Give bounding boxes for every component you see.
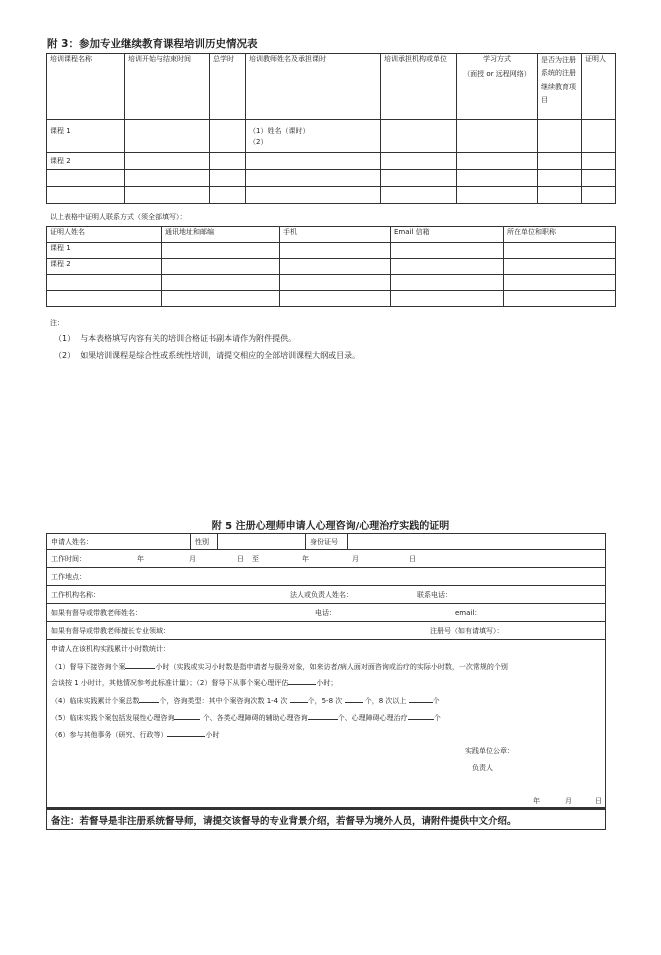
phone-label: 电话： [315,609,336,617]
table-row [47,153,616,170]
header-unit-title: 所在单位和职称 [504,227,616,243]
blank-field[interactable] [167,736,205,737]
header-teacher: 培训教师姓名及承担课时 [246,54,381,120]
stat-line-2: 会谈按 1 小时计，其他情况参考此标准计量）；（2）督导下从事个案心理评估 小时； [51,679,338,687]
work-place-label: 工作地点： [51,573,86,581]
header-certifier-name: 证明人姓名 [47,227,162,243]
stat-line-1: （1）督导下接咨询个案 小时（实践或实习小时数是指申请者与服务对象，如来访者/病人面对面咨询或治疗的实际小时数，一次常规的个别 [51,663,508,671]
remark-text: 备注：若督导是非注册系统督导师，请提交该督导的专业背景介绍，若督导为境外人员，请附件提供中文介绍。 [51,816,517,827]
table-row [47,187,616,204]
blank-field[interactable] [174,719,200,720]
blank-field[interactable] [308,719,338,720]
responsible-label: 负责人 [472,764,493,772]
org-row [46,586,606,604]
blank-field[interactable] [290,702,308,703]
supervisor-field-label: 如果有督导或带教老师擅长专业领域： [51,627,170,635]
date-month: 月 [565,797,572,805]
course-cell[interactable]: 课程 1 [47,120,125,153]
applicant-name-label: 申请人姓名： [51,538,93,546]
work-place-row [46,568,606,586]
table-header-row [47,227,616,243]
header-mobile: 手机 [280,227,391,243]
stats-title: 申请人在该机构实践累计小时数统计： [51,645,170,653]
header-time: 培训开始与结束时间 [125,54,210,120]
notes-label: 注： [50,319,64,327]
supervisor-name-label: 如果有督导或带教老师姓名： [51,609,142,617]
stat-line-4: （4）临床实践累计个案总数 个，咨询类型：其中个案咨询次数 1-4 次 个，5-8 次 个，8 次以上 个 [51,697,440,705]
header-address: 通讯地址和邮编 [162,227,280,243]
applicant-row [46,533,606,550]
note-item: （1） 与本表格填写内容有关的培训合格证书副本请作为附件提供。 [54,334,297,343]
contact-phone-label: 联系电话： [417,591,452,599]
stat-line-5: （5）临床实践个案包括发展性心理咨询 个、各类心理障碍的辅助心理咨询 个、心理障碍心理治疗 个 [51,714,441,722]
table-header-row [47,54,616,120]
blank-field[interactable] [139,702,159,703]
teacher-line: （1）姓名（课时） [249,127,310,135]
date-year: 年 [533,797,540,805]
blank-field[interactable] [345,702,363,703]
table-row [47,275,616,291]
date-day: 日 [595,797,602,805]
annex3-title: 附 3：参加专业继续教育课程培训历史情况表 [47,38,258,50]
work-time-label: 工作时间： [51,555,86,563]
header-email: Email 信箱 [391,227,504,243]
annex5-title: 附 5 注册心理师申请人心理咨询/心理治疗实践的证明 [211,521,450,532]
header-study-mode: 学习方式 （面授 or 远程网络） [457,54,538,120]
header-course-name: 培训课程名称 [47,54,125,120]
stat-line-6: （6）参与其他事务（研究、行政等） 小时 [51,731,220,739]
contact-course-cell[interactable]: 课程 1 [47,243,162,259]
reg-no-label: 注册号（如有请填写）： [430,627,504,635]
contact-note: 以上表格中证明人联系方式（须全部填写）： [50,213,187,221]
remark-row [46,808,606,830]
table-row [47,243,616,259]
work-time-row: 工作时间： 年 月 日 至 年 月 日 [46,550,606,568]
header-certifier: 证明人 [582,54,616,120]
legal-rep-label: 法人或负责人姓名： [290,591,353,599]
certifier-contact-table [46,226,616,307]
email-label: email： [455,609,482,617]
table-row [47,120,616,153]
header-institution: 培训承担机构或单位 [381,54,457,120]
gender-label: 性别 [195,538,209,546]
table-row [47,259,616,275]
teacher-line: （2） [249,137,268,146]
header-total-hours: 总学时 [210,54,246,120]
table-row [47,170,616,187]
training-history-table [46,53,616,204]
blank-field[interactable] [408,719,434,720]
course-cell[interactable]: 课程 2 [47,153,125,170]
table-row [47,291,616,307]
id-number-label: 身份证号 [310,538,338,546]
study-mode-note: （面授 or 远程网络） [463,69,531,78]
supervisor-row [46,604,606,622]
stats-block [46,640,606,808]
blank-field[interactable] [409,702,433,703]
org-name-label: 工作机构名称： [51,591,100,599]
blank-field[interactable] [288,684,316,685]
seal-label: 实践单位公章： [465,747,514,755]
blank-field[interactable] [125,668,155,669]
contact-course-cell[interactable]: 课程 2 [47,259,162,275]
note-item: （2） 如果培训课程是综合性或系统性培训，请提交相应的全部培训课程大纲或目录。 [54,351,361,360]
header-registered-project: 是否为注册系统的注册继续教育项目 [538,54,582,120]
supervisor-field-row [46,622,606,640]
